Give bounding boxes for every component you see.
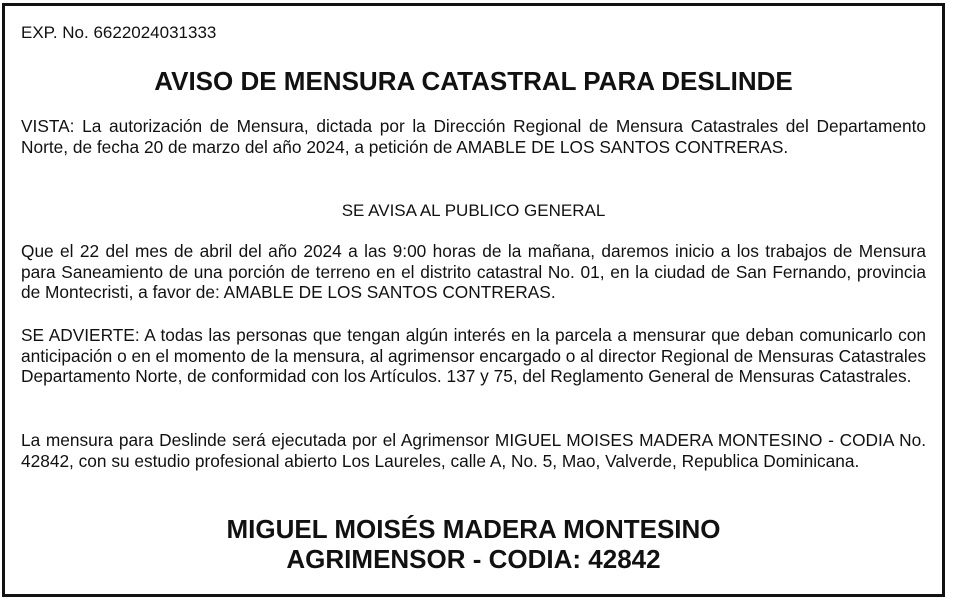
signature-title: AGRIMENSOR - CODIA: 42842	[286, 544, 661, 574]
public-announcement: SE AVISA AL PUBLICO GENERAL	[341, 201, 606, 220]
warning-paragraph: SE ADVIERTE: A todas las personas que tengan algún interés en la parcela a mensurar que deban comunicarlo con anticipación o en el momento de la mensura, al agrimensor encargado o al director Regional de Mensuras Catastrales Departamento Norte, de conformidad con los Artículos. 137 y 75, del Reglamento General de Mensuras Catastrales.	[21, 325, 926, 387]
schedule-paragraph: Que el 22 del mes de abril del año 2024 a las 9:00 horas de la mañana, daremos inicio a los trabajos de Mensura para Saneamiento de una porción de terreno en el distrito catastral No. 01, en la ciudad de San Fernando, provincia de Montecristi, a favor de: AMABLE DE LOS SANTOS CONTRERAS.	[21, 241, 926, 303]
notice-frame	[2, 3, 945, 597]
vista-paragraph: VISTA: La autorización de Mensura, dictada por la Dirección Regional de Mensura Catastrales del Departamento Norte, de fecha 20 de marzo del año 2024, a petición de AMABLE DE LOS SANTOS CONTRERAS.	[21, 116, 926, 157]
expediente-number: EXP. No. 6622024031333	[21, 23, 217, 42]
surveyor-paragraph: La mensura para Deslinde será ejecutada por el Agrimensor MIGUEL MOISES MADERA MONTESINO - CODIA No. 42842, con su estudio profesional abierto Los Laureles, calle A, No. 5, Mao, Valverde, Republica Dominicana.	[21, 430, 926, 471]
signature-name: MIGUEL MOISÉS MADERA MONTESINO	[226, 514, 721, 544]
notice-title: AVISO DE MENSURA CATASTRAL PARA DESLINDE	[154, 66, 793, 96]
